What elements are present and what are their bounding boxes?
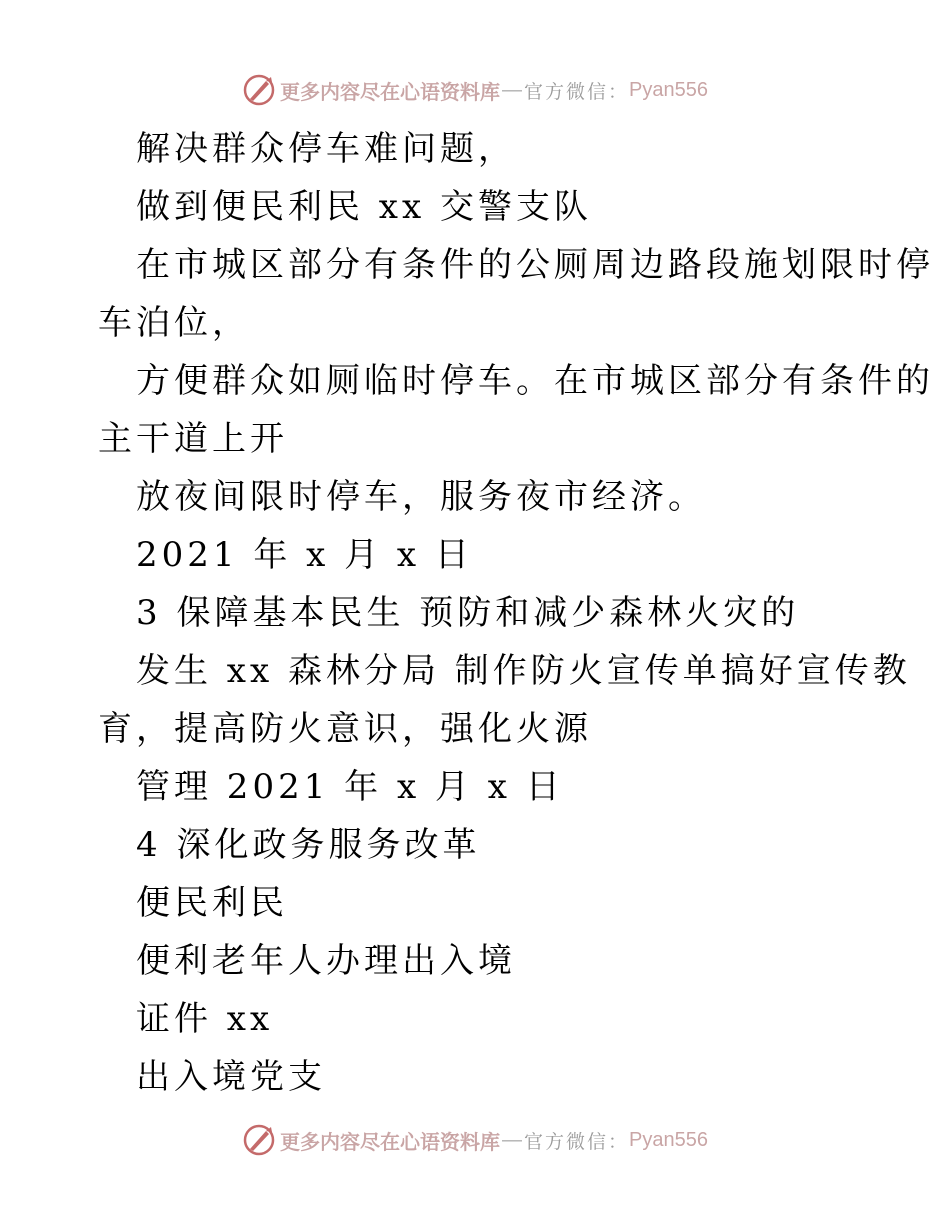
text-line: 车泊位， [98, 303, 250, 343]
text-line: 3 保障基本民生 预防和减少森林火灾的 [136, 593, 800, 633]
text-line: 方便群众如厕临时停车。在市城区部分有条件的 [136, 361, 934, 401]
official-wechat-label: 官方微信： [524, 1130, 630, 1153]
text-line: 解决群众停车难问题， [136, 129, 516, 169]
official-wechat-label: 官方微信： [524, 80, 630, 103]
text-line: 管理 2021 年 x 月 x 日 [136, 767, 564, 807]
banner-separator: — [502, 1128, 522, 1151]
text-line: 放夜间限时停车，服务夜市经济。 [136, 477, 706, 517]
text-line: 便利老年人办理出入境 [136, 941, 516, 981]
quill-logo-icon [242, 73, 276, 107]
quill-logo-icon [242, 1123, 276, 1157]
text-line: 主干道上开 [98, 419, 288, 459]
wechat-id: Pyan556 [629, 78, 708, 101]
footer-banner [0, 1120, 950, 1160]
banner-separator: — [502, 78, 522, 101]
text-line: 2021 年 x 月 x 日 [136, 535, 473, 575]
text-line: 育，提高防火意识，强化火源 [98, 709, 592, 749]
text-line: 便民利民 [136, 883, 288, 923]
text-line: 出入境党支 [136, 1057, 326, 1097]
wechat-id: Pyan556 [629, 1128, 708, 1151]
brand-text: 更多内容尽在心语资料库 [280, 1129, 500, 1154]
text-line: 在市城区部分有条件的公厕周边路段施划限时停 [136, 245, 934, 285]
document-body [98, 120, 934, 1106]
text-line: 发生 xx 森林分局 制作防火宣传单搞好宣传教 [136, 651, 911, 691]
brand-text: 更多内容尽在心语资料库 [280, 79, 500, 104]
text-line: 做到便民利民 xx 交警支队 [136, 187, 592, 227]
text-line: 4 深化政务服务改革 [136, 825, 481, 865]
header-banner [0, 70, 950, 110]
text-line: 证件 xx [136, 999, 274, 1039]
